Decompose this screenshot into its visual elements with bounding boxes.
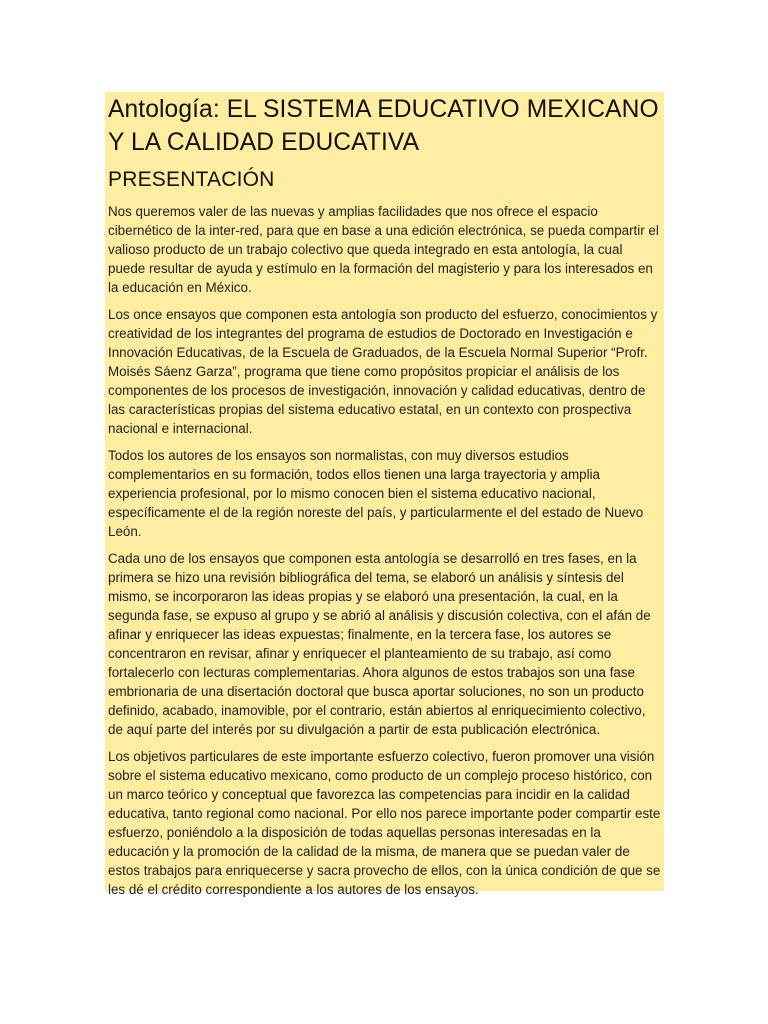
document-title: Antología: EL SISTEMA EDUCATIVO MEXICANO Y LA CALIDAD EDUCATIVA <box>108 96 659 156</box>
document-page <box>105 92 664 897</box>
paragraph: Los once ensayos que componen esta antología son producto del esfuerzo, conocimientos y creatividad de los integrantes del programa de estudios de Doctorado en Investigación e Innovación Educativas, de la Escuela de Graduados, de la Escuela Normal Superior “Profr. Moisés Sáenz Garza”, programa que tiene como propósitos propiciar el análisis de los componentes de los procesos de investigación, innovación y calidad educativas, dentro de las características propias del sistema educativo estatal, en un contexto con prospectiva nacional e internacional. <box>108 307 658 436</box>
paragraph: Todos los autores de los ensayos son normalistas, con muy diversos estudios complementarios en su formación, todos ellos tienen una larga trayectoria y amplia experiencia profesional, por lo mismo conocen bien el sistema educativo nacional, específicamente el de la región noreste del país, y particularmente el del estado de Nuevo León. <box>108 448 644 539</box>
section-heading: PRESENTACIÓN <box>108 168 275 191</box>
paragraph: Cada uno de los ensayos que componen esta antología se desarrolló en tres fases, en la primera se hizo una revisión bibliográfica del tema, se elaboró un análisis y síntesis del mismo, se incorporaron las ideas propias y se elaboró una presentación, la cual, en la segunda fase, se expuso al grupo y se abrió al análisis y discusión colectiva, con el afán de afinar y enriquecer las ideas expuestas; finalmente, en la tercera fase, los autores se concentraron en revisar, afinar y enriquecer el planteamiento de su trabajo, así como fortalecerlo con lecturas complementarias. Ahora algunos de estos trabajos son una fase embrionaria de una disertación doctoral que busca aportar soluciones, no son un producto definido, acabado, inamovible, por el contrario, están abiertos al enriquecimiento colectivo, de aquí parte del interés por su divulgación a partir de esta publicación electrónica. <box>108 551 651 737</box>
paragraph: Nos queremos valer de las nuevas y amplias facilidades que nos ofrece el espacio cibernético de la inter-red, para que en base a una edición electrónica, se pueda compartir el valioso producto de un trabajo colectivo que queda integrado en esta antología, la cual puede resultar de ayuda y estímulo en la formación del magisterio y para los interesados en la educación en México. <box>108 204 659 295</box>
paragraph: Los objetivos particulares de este importante esfuerzo colectivo, fueron promover una visión sobre el sistema educativo mexicano, como producto de un complejo proceso histórico, con un marco teórico y conceptual que favorezca las competencias para incidir en la calidad educativa, tanto regional como nacional. Por ello nos parece importante poder compartir este esfuerzo, poniéndolo a la disposición de todas aquellas personas interesadas en la educación y la promoción de la calidad de la misma, de manera que se puedan valer de estos trabajos para enriquecerse y sacra provecho de ellos, con la única condición de que se les dé el crédito correspondiente a los autores de los ensayos. <box>108 749 661 897</box>
